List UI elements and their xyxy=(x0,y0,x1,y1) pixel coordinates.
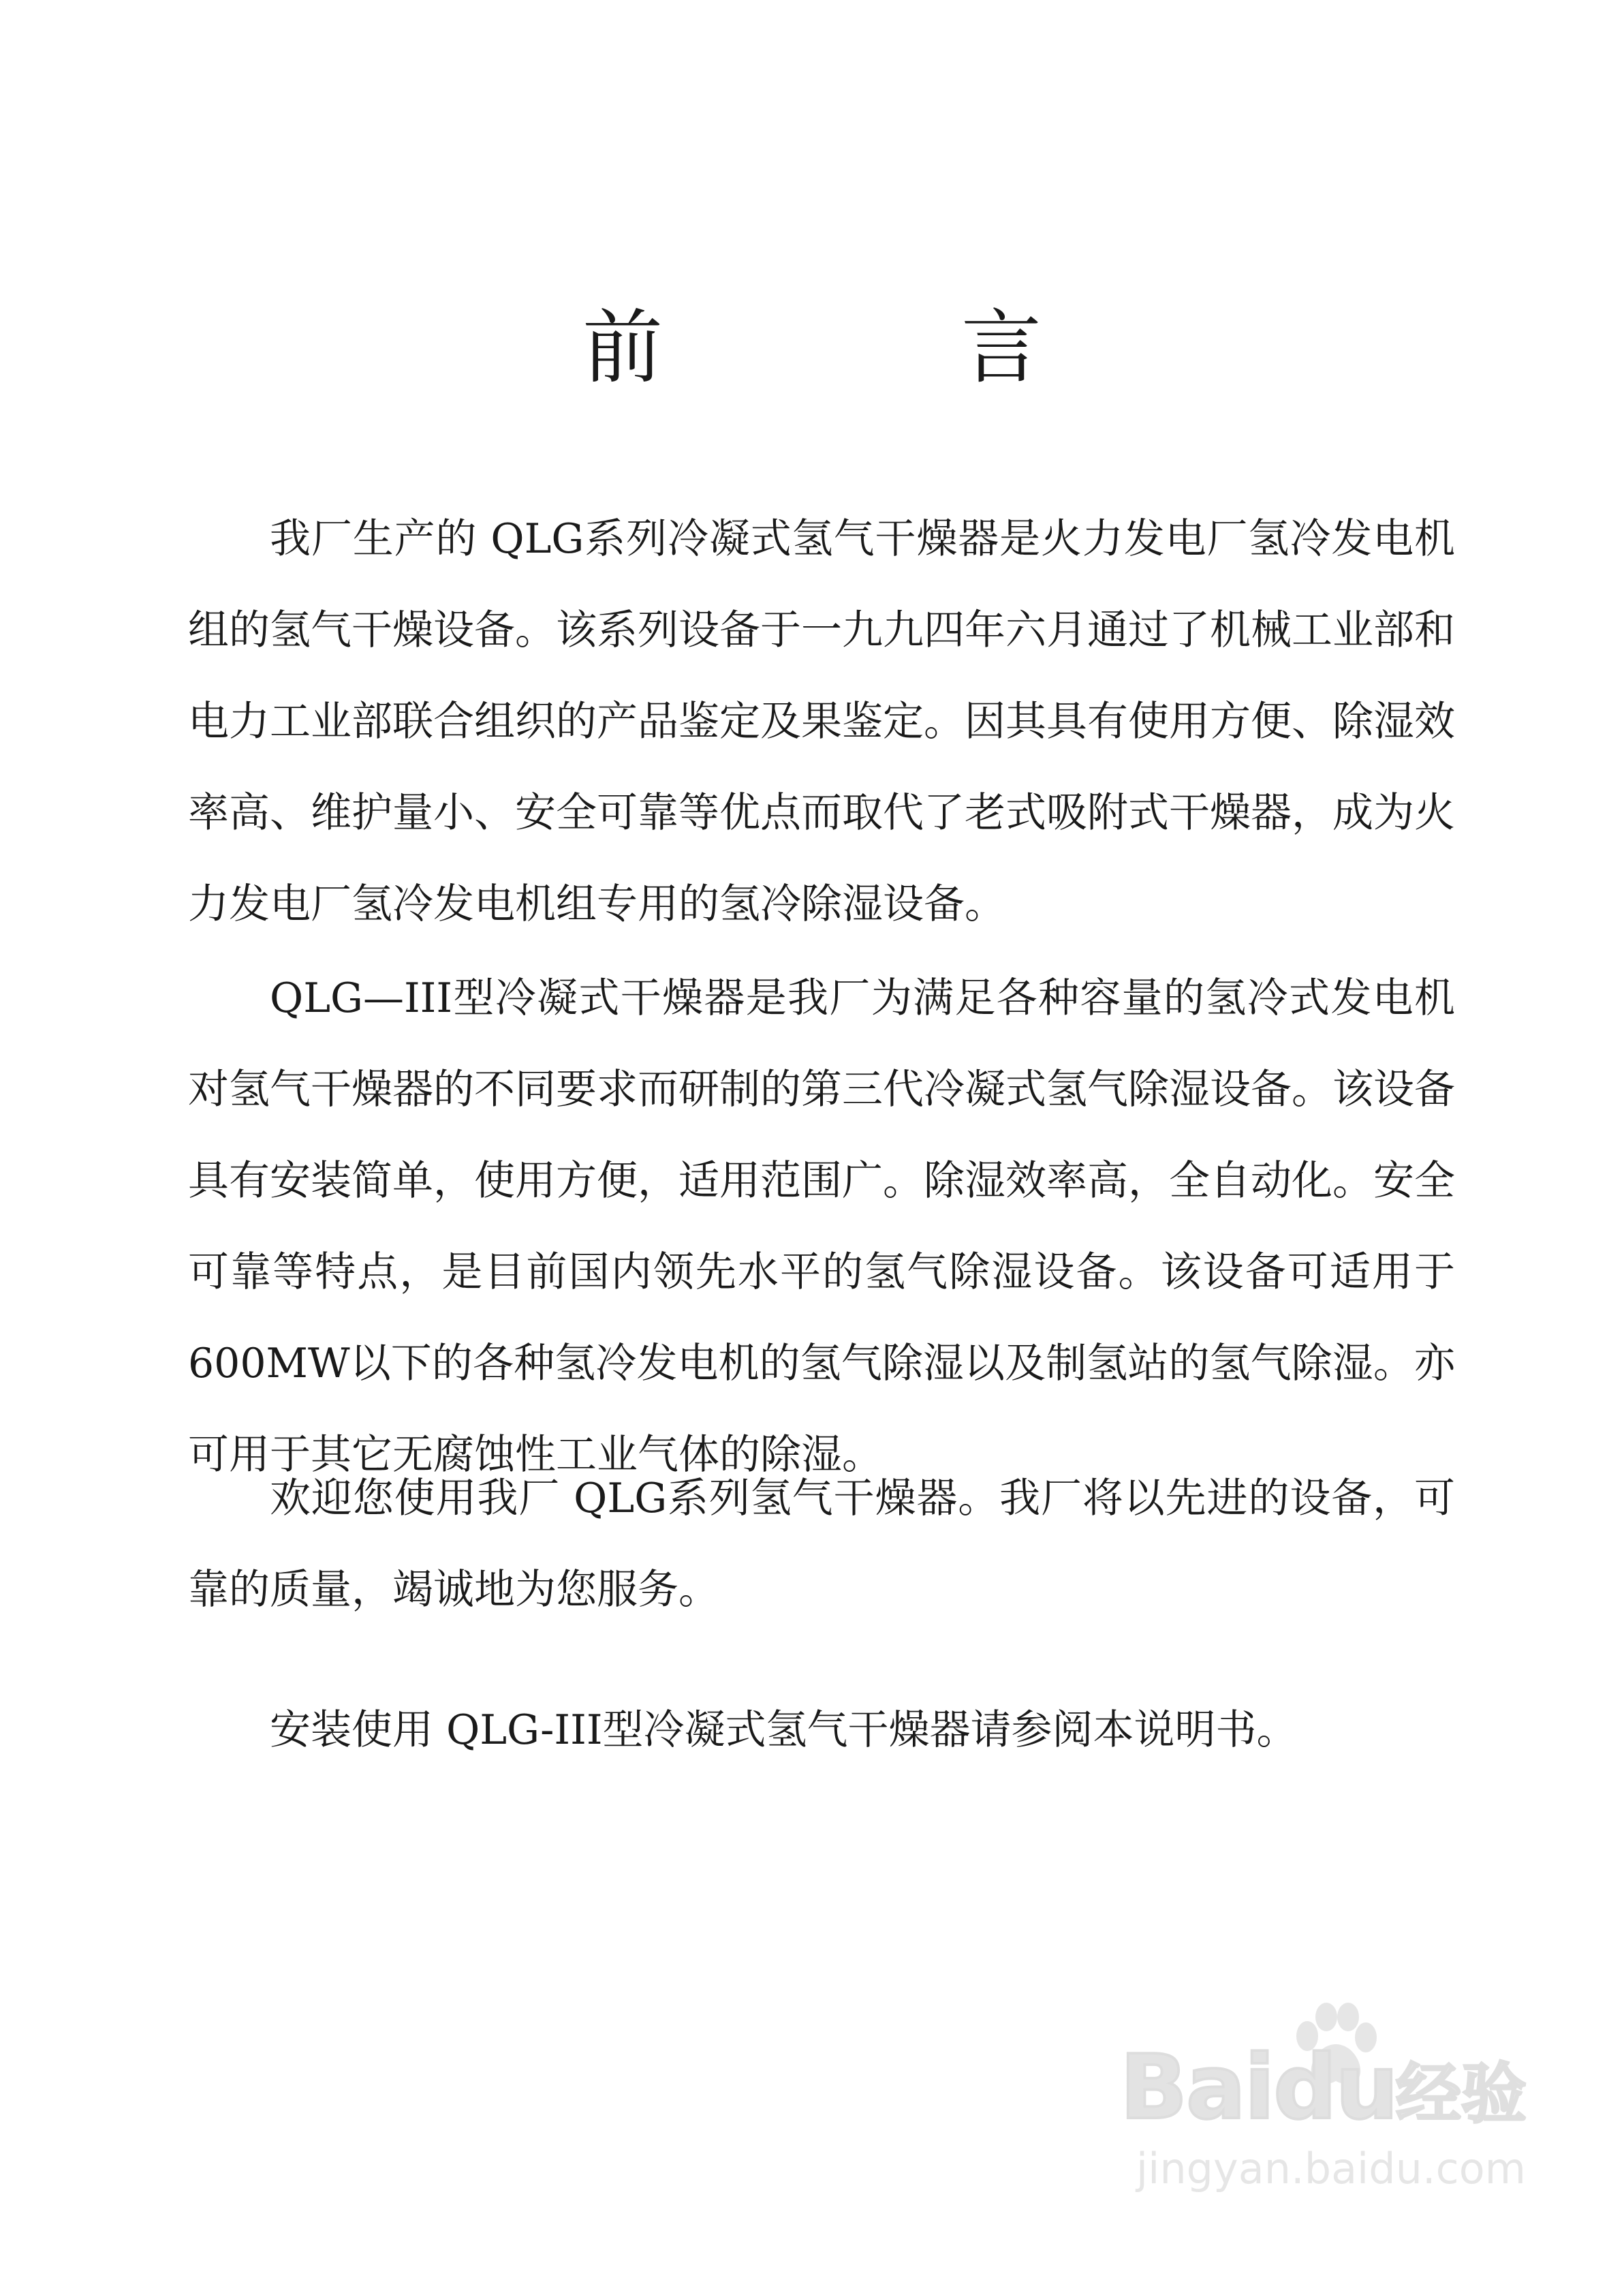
paragraph-3 xyxy=(188,1453,1455,1635)
paragraph-2 xyxy=(188,953,1455,1500)
baidu-jingyan-watermark xyxy=(1120,2002,1542,2193)
paragraph-text: 安装使用 QLG-III型冷凝式氢气干燥器请参阅本说明书。 xyxy=(270,1706,1298,1754)
paragraph-text: 我厂生产的 QLG系列冷凝式氢气干燥器是火力发电厂氢冷发电机组的氢气干燥设备。该系列设备于一九九四年六月通过了机械工业部和电力工业部联合组织的产品鉴定及果鉴定。因其具有使用方便、除湿效率高、维护量小、安全可靠等优点而取代了老式吸附式干燥器，成为火力发电厂氢冷发电机组专用的氢冷除湿设备。 xyxy=(188,515,1455,928)
watermark-url: jingyan.baidu.com xyxy=(1136,2144,1527,2193)
watermark-brand: Baidu xyxy=(1120,2035,1397,2139)
paragraph-1 xyxy=(188,493,1455,950)
paragraph-4 xyxy=(188,1684,1455,1776)
watermark-product: 经验 xyxy=(1396,2056,1527,2132)
page-title: 前 言 xyxy=(582,301,1151,395)
paragraph-text: 欢迎您使用我厂 QLG系列氢气干燥器。我厂将以先进的设备，可靠的质量，竭诚地为您服务。 xyxy=(188,1475,1455,1614)
paragraph-text: QLG—III型冷凝式干燥器是我厂为满足各种容量的氢冷式发电机对氢气干燥器的不同要求而研制的第三代冷凝式氢气除湿设备。该设备具有安装简单，使用方便，适用范围广。除湿效率高，全自动化。安全可靠等特点，是目前国内领先水平的氢气除湿设备。该设备可适用于 600MW以下的各种氢冷发电机的氢气除湿以及制氢站的氢气除湿。亦可用于其它无腐蚀性工业气体的除湿。 xyxy=(188,974,1455,1479)
